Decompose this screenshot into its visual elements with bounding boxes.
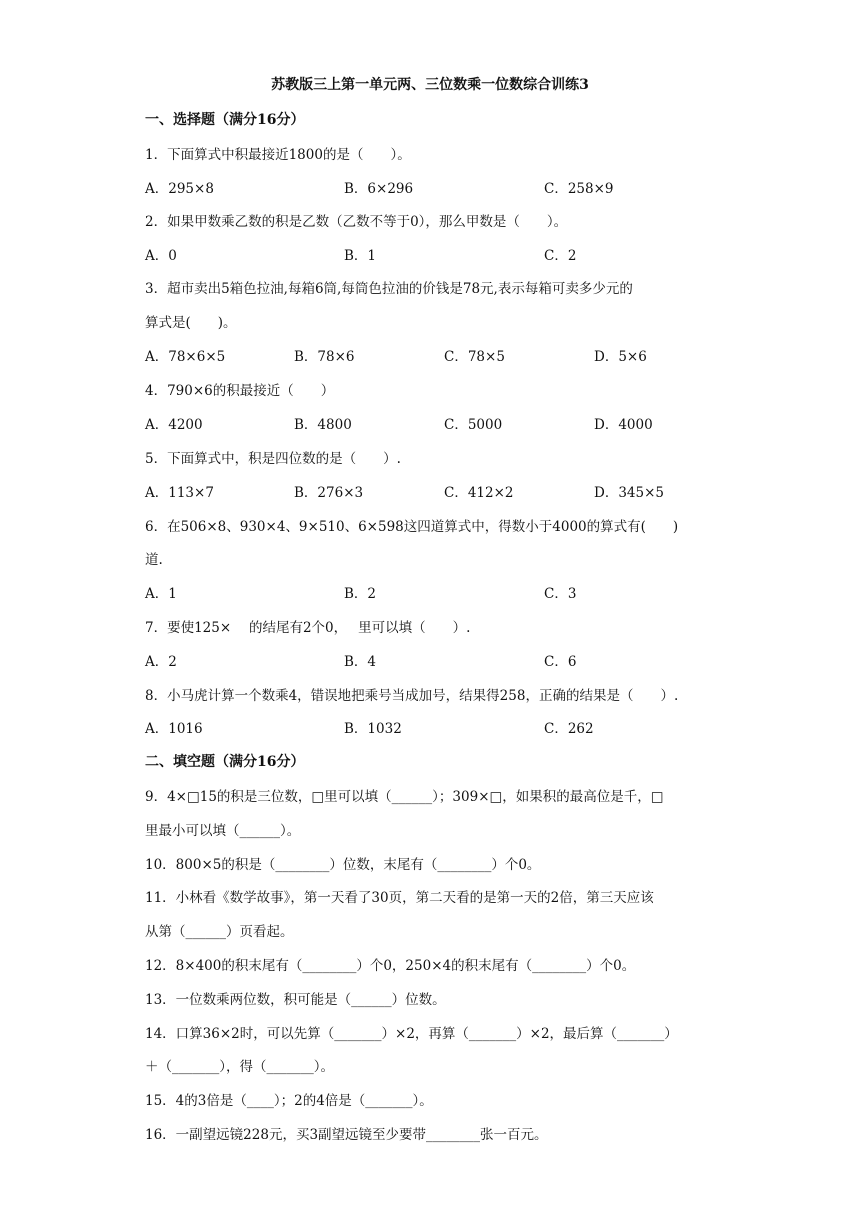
question-3-line2: 算式是( )。	[145, 315, 237, 331]
q4-option-a: A．4200	[145, 417, 203, 433]
q7-option-a: A．2	[145, 654, 177, 670]
q8-option-b: B．1032	[344, 721, 402, 737]
q8-option-c: C．262	[544, 721, 594, 737]
q5-option-c: C．412×2	[444, 485, 514, 501]
q1-option-c: C．258×9	[544, 181, 614, 197]
q3-option-b: B．78×6	[294, 349, 355, 365]
question-5: 5．下面算式中，积是四位数的是（ ）.	[145, 451, 401, 467]
q1-option-b: B．6×296	[344, 181, 414, 197]
question-14-line2: ＋（_______），得（_______）。	[145, 1059, 334, 1075]
question-1: 1．下面算式中积最接近1800的是（ ）。	[145, 147, 411, 163]
q1-option-a: A．295×8	[145, 181, 214, 197]
q3-option-c: C．78×5	[444, 349, 505, 365]
question-11-line1: 11．小林看《数学故事》，第一天看了30页，第二天看的是第一天的2倍，第三天应该	[145, 890, 654, 906]
section-heading-choice: 一、选择题（满分16分）	[145, 112, 305, 128]
q4-option-b: B．4800	[294, 417, 352, 433]
q7-option-c: C．6	[544, 654, 577, 670]
q3-option-a: A．78×6×5	[145, 349, 226, 365]
question-4: 4．790×6的积最接近（ ）	[145, 383, 335, 399]
q8-option-a: A．1016	[145, 721, 203, 737]
question-12: 12．8×400的积末尾有（________）个0，250×4的积末尾有（________）个0。	[145, 958, 636, 974]
question-14-line1: 14．口算36×2时，可以先算（_______）×2，再算（_______）×2，最后算（_______）	[145, 1026, 678, 1042]
q4-option-d: D．4000	[594, 417, 653, 433]
q6-option-b: B．2	[344, 586, 377, 602]
question-11-line2: 从第（______）页看起。	[145, 924, 294, 940]
question-16: 16．一副望远镜228元，买3副望远镜至少要带________张一百元。	[145, 1127, 548, 1143]
q5-option-a: A．113×7	[145, 485, 214, 501]
q5-option-b: B．276×3	[294, 485, 364, 501]
question-9-line2: 里最小可以填（______）。	[145, 823, 301, 839]
question-6-line2: 道.	[145, 552, 163, 568]
q6-option-a: A．1	[145, 586, 177, 602]
question-3-line1: 3．超市卖出5箱色拉油,每箱6筒,每筒色拉油的价钱是78元,表示每箱可卖多少元的	[145, 281, 633, 297]
question-10: 10．800×5的积是（________）位数，末尾有（________）个0。	[145, 857, 541, 873]
question-7: 7．要使125× 的结尾有2个0， 里可以填（ ）.	[145, 620, 471, 636]
q5-option-d: D．345×5	[594, 485, 664, 501]
page-title: 苏教版三上第一单元两、三位数乘一位数综合训练3	[271, 77, 589, 93]
section-heading-fill: 二、填空题（满分16分）	[145, 754, 305, 770]
q6-option-c: C．3	[544, 586, 577, 602]
question-2: 2．如果甲数乘乙数的积是乙数（乙数不等于0），那么甲数是（ ）。	[145, 214, 568, 230]
q2-option-a: A．0	[145, 248, 177, 264]
question-15: 15．4的3倍是（____）；2的4倍是（_______）。	[145, 1093, 433, 1109]
q7-option-b: B．4	[344, 654, 377, 670]
q2-option-c: C．2	[544, 248, 577, 264]
question-9-line1: 9．4×□15的积是三位数，□里可以填（______）；309×□，如果积的最高位是千，□	[145, 789, 664, 805]
question-8: 8．小马虎计算一个数乘4，错误地把乘号当成加号，结果得258，正确的结果是（ ）.	[145, 688, 679, 704]
question-6-line1: 6．在506×8、930×4、9×510、6×598这四道算式中，得数小于4000的算式有( )	[145, 519, 679, 535]
q3-option-d: D．5×6	[594, 349, 647, 365]
q4-option-c: C．5000	[444, 417, 503, 433]
q2-option-b: B．1	[344, 248, 377, 264]
question-13: 13．一位数乘两位数，积可能是（______）位数。	[145, 992, 446, 1008]
